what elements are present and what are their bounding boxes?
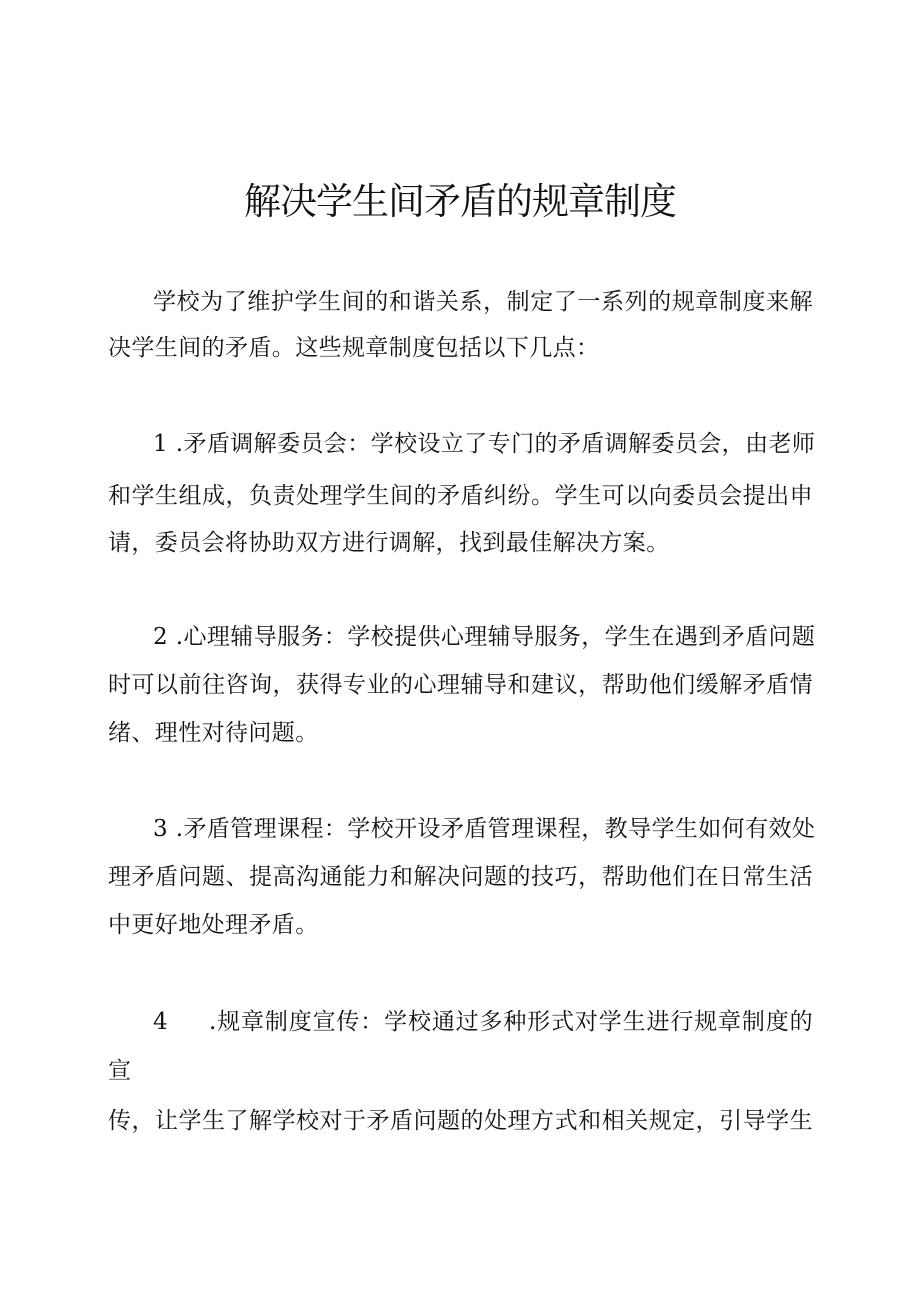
item-3-number: 3 xyxy=(153,816,169,842)
item-3-line-3: 中更好地处理矛盾。 xyxy=(108,912,319,938)
item-1-text-1: .矛盾调解委员会：学校设立了专门的矛盾调解委员会，由老师 xyxy=(168,431,816,457)
item-3-line-2: 理矛盾问题、提高沟通能力和解决问题的技巧，帮助他们在日常生活 xyxy=(108,864,813,890)
item-2-text-1: .心理辅导服务：学校提供心理辅导服务，学生在遇到矛盾问题 xyxy=(168,624,816,650)
item-2-line-1 xyxy=(153,620,816,654)
item-2-number: 2 xyxy=(153,624,169,650)
item-1-number: 1 xyxy=(153,431,169,457)
document-title: 解决学生间矛盾的规章制度 xyxy=(244,180,676,223)
item-1-line-3: 请，委员会将协助双方进行调解，找到最佳解决方案。 xyxy=(108,530,670,556)
item-4-line-3: 传，让学生了解学校对于矛盾问题的处理方式和相关规定，引导学生 xyxy=(108,1108,813,1134)
item-2-line-3: 绪、理性对待问题。 xyxy=(108,720,319,746)
item-4-text-1: .规章制度宣传：学校通过多种形式对学生进行规章制度的 xyxy=(209,1009,813,1035)
item-4-line-2: 宣 xyxy=(108,1058,132,1084)
item-4-number: 4 xyxy=(153,1009,169,1035)
item-3-text-1: .矛盾管理课程：学校开设矛盾管理课程，教导学生如何有效处 xyxy=(168,816,816,842)
intro-line-2: 决学生间的矛盾。这些规章制度包括以下几点： xyxy=(108,335,600,361)
intro-line-1: 学校为了维护学生间的和谐关系，制定了一系列的规章制度来解 xyxy=(153,289,813,315)
item-1-line-2: 和学生组成，负责处理学生间的矛盾纠纷。学生可以向委员会提出申 xyxy=(108,483,813,509)
item-1-line-1 xyxy=(153,427,816,461)
item-3-line-1 xyxy=(153,812,816,846)
item-2-line-2: 时可以前往咨询，获得专业的心理辅导和建议，帮助他们缓解矛盾情 xyxy=(108,672,813,698)
item-4-line-1 xyxy=(153,1005,813,1039)
